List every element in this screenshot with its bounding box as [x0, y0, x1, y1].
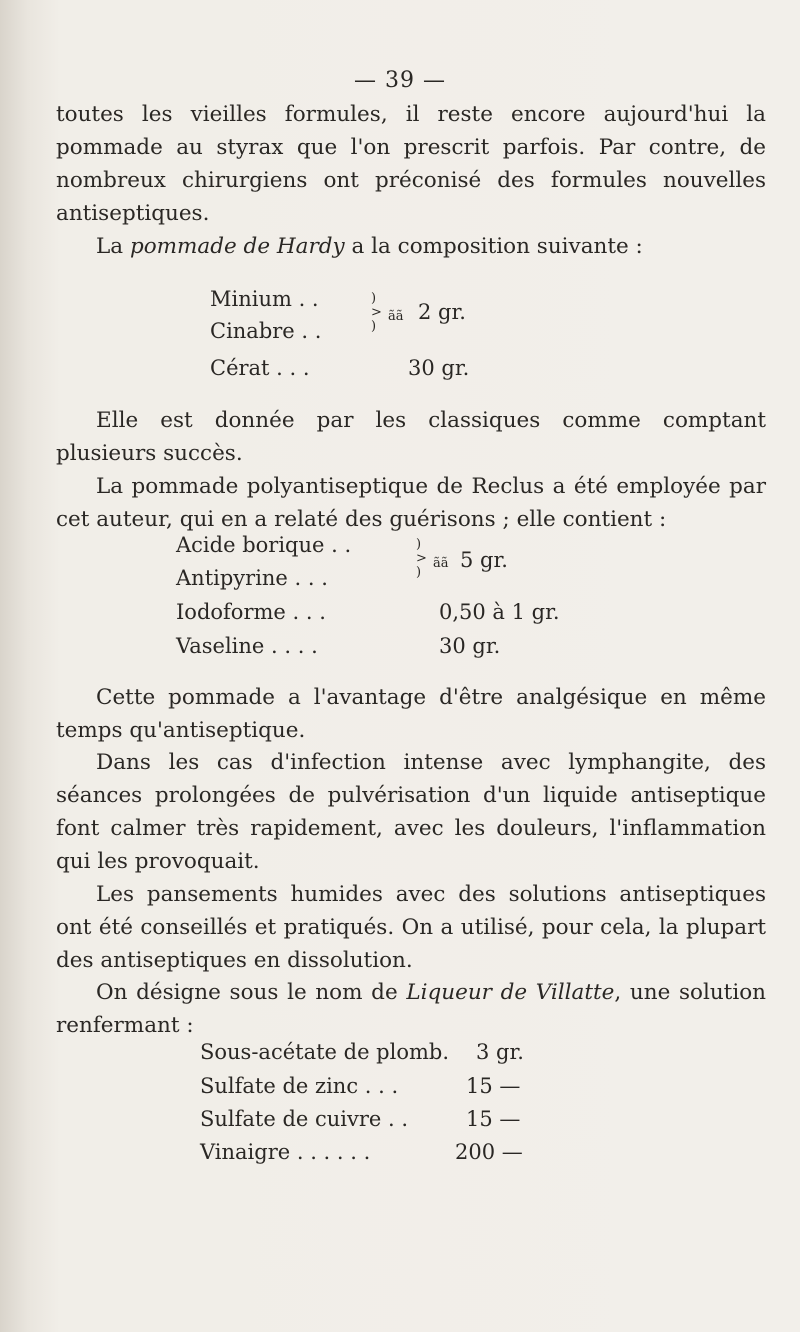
brace-symbol: ) > )	[371, 291, 382, 334]
grouped-quantity: 5 gr.	[460, 548, 508, 572]
quantity-sulfate-zinc: 15 —	[466, 1074, 521, 1098]
paragraph-classiques: Elle est donnée par les classiques comme comptant plusieurs succès.	[56, 408, 766, 466]
paragraph-liqueur	[56, 976, 766, 1042]
grouped-quantity: 2 gr.	[418, 300, 466, 324]
quantity-vaseline: 30 gr.	[439, 634, 501, 658]
paragraph-intro: toutes les vieilles formules, il reste encore aujourd'hui la pommade au styrax que l'on prescrit parfois. Par contre, de nombreux chirurgiens ont préconisé des formules nouvelles antiseptiques.	[56, 102, 766, 226]
quantity-vinaigre: 200 —	[455, 1140, 523, 1164]
ingredient-vinaigre: Vinaigre . . . . . .	[200, 1140, 371, 1164]
ingredient-vaseline: Vaseline . . . .	[176, 634, 318, 658]
italic-term: Liqueur de Villatte	[406, 980, 615, 1005]
italic-term: pommade de Hardy	[129, 234, 345, 259]
ingredient-minium: Minium . .	[210, 287, 319, 311]
text-fragment: On désigne sous le nom de	[96, 980, 407, 1005]
ingredient-cinabre: Cinabre . .	[210, 319, 322, 343]
ingredient-sulfate-zinc: Sulfate de zinc . . .	[200, 1074, 399, 1098]
paragraph-analgesique: Cette pommade a l'avantage d'être analgésique en même temps qu'antiseptique.	[56, 685, 766, 743]
ingredient-antipyrine: Antipyrine . . .	[176, 566, 328, 590]
ingredient-cerat: Cérat . . .	[210, 356, 310, 380]
paragraph-infection: Dans les cas d'infection intense avec lymphangite, des séances prolongées de pulvérisation d'un liquide antiseptique font calmer très rapidement, avec les douleurs, l'inflammation qui les provoquait.	[56, 750, 766, 874]
page-number-header: — 39 —	[354, 68, 446, 93]
paragraph-hardy	[56, 230, 766, 263]
ana-abbreviation: ãã	[388, 309, 404, 324]
ingredient-iodoforme: Iodoforme . . .	[176, 600, 326, 624]
text-fragment: a la composition suivante :	[344, 234, 643, 259]
quantity-sulfate-cuivre: 15 —	[466, 1107, 521, 1131]
quantity-cerat: 30 gr.	[408, 356, 470, 380]
ana-abbreviation: ãã	[433, 556, 449, 571]
brace-symbol: ) > )	[416, 537, 427, 580]
quantity-iodoforme: 0,50 à 1 gr.	[439, 600, 560, 624]
ingredient-sous-acetate: Sous-acétate de plomb.	[200, 1040, 450, 1064]
ingredient-sulfate-cuivre: Sulfate de cuivre . .	[200, 1107, 409, 1131]
text-fragment: La	[96, 234, 130, 259]
paragraph-reclus: La pommade polyantiseptique de Reclus a été employée par cet auteur, qui en a relaté des guérisons ; elle contient :	[56, 474, 766, 532]
text-fragment: , une solution renfermant :	[56, 980, 766, 1038]
paragraph-pansements: Les pansements humides avec des solutions antiseptiques ont été conseillés et pratiqués. On a utilisé, pour cela, la plupart des antiseptiques en dissolution.	[56, 882, 766, 973]
ingredient-acide-borique: Acide borique . .	[176, 533, 352, 557]
quantity-sous-acetate: 3 gr.	[476, 1040, 524, 1064]
